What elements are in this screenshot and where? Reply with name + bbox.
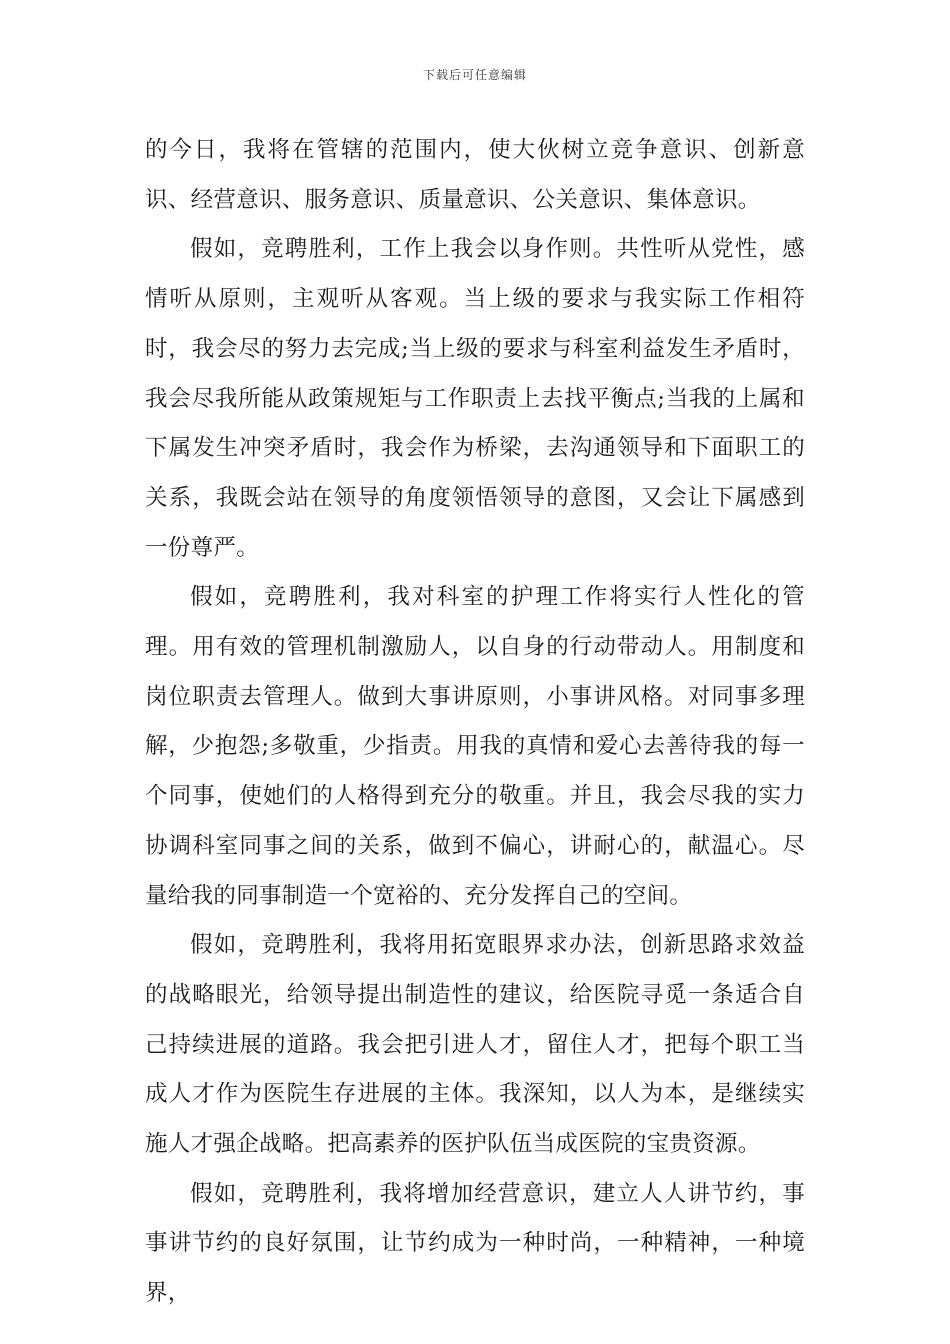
paragraph-4: 假如，竞聘胜利，我将用拓宽眼界求办法，创新思路求效益的战略眼光，给领导提出制造性的建议，给医院寻觅一条适合自己持续进展的道路。我会把引进人才，留住人才，把每个职工当成人才作为医院生存进展的主体。我深知，以人为本，是继续实施人才强企战略。把高素养的医护队伍当成医院的宝贵资源。 xyxy=(145,932,805,1158)
document-body xyxy=(145,126,805,1319)
paragraph-2: 假如，竞聘胜利，工作上我会以身作则。共性听从党性，感情听从原则，主观听从客观。当上级的要求与我实际工作相符时，我会尽的努力去完成;当上级的要求与科室利益发生矛盾时，我会尽我所能从政策规矩与工作职责上去找平衡点;当我的上属和下属发生冲突矛盾时，我会作为桥梁，去沟通领导和下面职工的关系，我既会站在领导的角度领悟领导的意图，又会让下属感到一份尊严。 xyxy=(145,236,805,561)
paragraph-5: 假如，竞聘胜利，我将增加经营意识，建立人人讲节约，事事讲节约的良好氛围，让节约成为一种时尚，一种精神，一种境界， xyxy=(145,1180,805,1307)
paragraph-1: 的今日，我将在管辖的范围内，使大伙树立竞争意识、创新意识、经营意识、服务意识、质量意识、公关意识、集体意识。 xyxy=(145,137,805,213)
page-header: 下载后可任意编辑 xyxy=(422,68,527,82)
paragraph-3: 假如，竞聘胜利，我对科室的护理工作将实行人性化的管理。用有效的管理机制激励人，以自身的行动带动人。用制度和岗位职责去管理人。做到大事讲原则，小事讲风格。对同事多理解，少抱怨;多敬重，少指责。用我的真情和爱心去善待我的每一个同事，使她们的人格得到充分的敬重。并且，我会尽我的实力协调科室同事之间的关系，做到不偏心，讲耐心的，献温心。尽量给我的同事制造一个宽裕的、充分发挥自己的空间。 xyxy=(145,584,805,909)
